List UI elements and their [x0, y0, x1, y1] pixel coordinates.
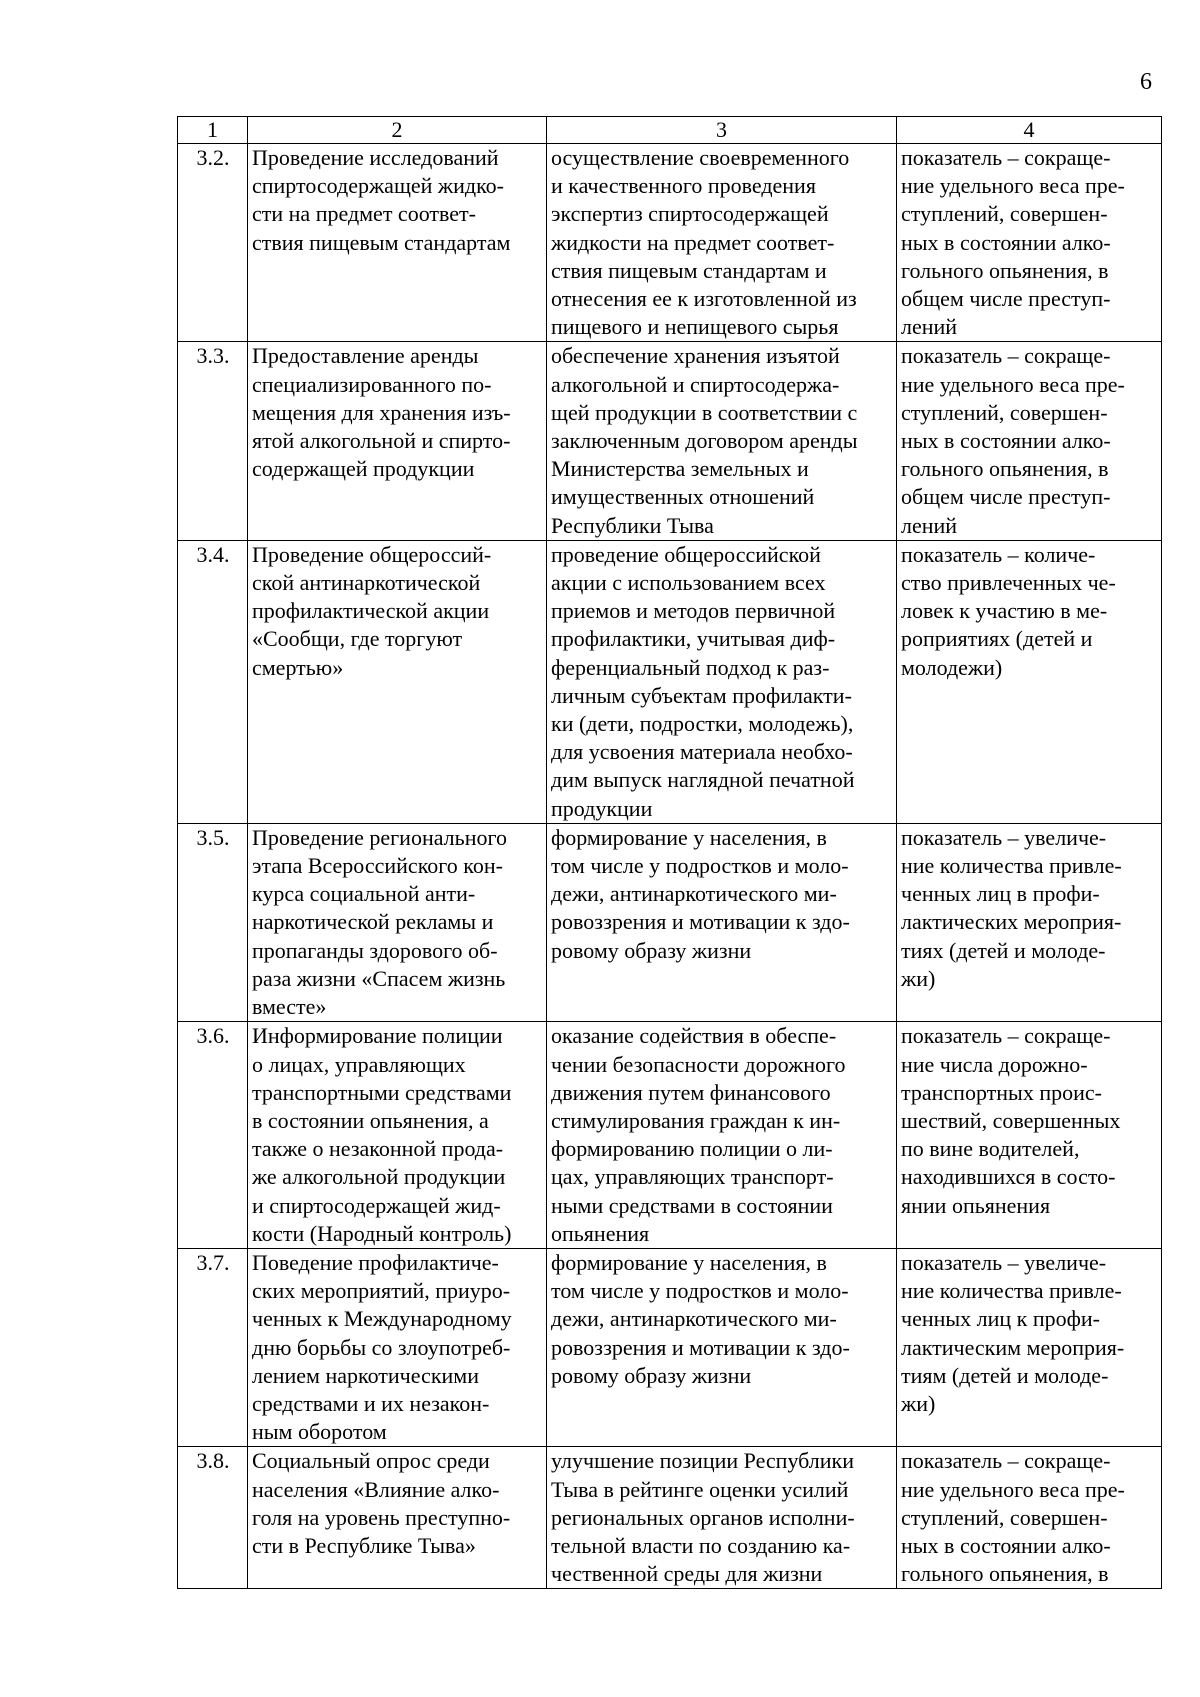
purpose-cell-line: чественной среды для жизни — [551, 1561, 823, 1587]
purpose-cell-line: жидкости на предмет соответ- — [551, 229, 835, 255]
purpose-cell-line: пищевого и непищевого сырья — [551, 314, 839, 340]
activity-cell — [248, 144, 547, 342]
indicator-cell-line: лений — [901, 512, 958, 538]
purpose-cell-line: обеспечение хранения изъятой — [551, 343, 840, 369]
row-number: 3.2. — [178, 144, 248, 342]
page-number: 6 — [1140, 69, 1152, 95]
table-row — [178, 540, 1162, 823]
indicator-cell-line: гольного опьянения, в — [901, 456, 1109, 482]
purpose-cell-line: Республики Тыва — [551, 512, 714, 538]
activity-cell — [248, 1022, 547, 1249]
purpose-cell-line: региональных органов исполни- — [551, 1504, 855, 1530]
activity-cell-line: ным оборотом — [252, 1419, 387, 1445]
indicator-cell-line: показатель – сокраще- — [901, 1023, 1111, 1049]
purpose-cell-line: формирование у населения, в — [551, 824, 827, 850]
indicator-cell-line: показатель – увеличе- — [901, 824, 1107, 850]
activity-cell-line: и спиртосодержащей жид- — [252, 1192, 501, 1218]
indicator-cell-line: ние количества привле- — [901, 1278, 1122, 1304]
row-number: 3.7. — [178, 1248, 248, 1446]
activity-cell-line: о лицах, управляющих — [252, 1051, 466, 1077]
row-number: 3.4. — [178, 540, 248, 823]
purpose-cell-line: алкогольной и спиртосодержа- — [551, 371, 840, 397]
indicator-cell-line: лений — [901, 314, 958, 340]
activity-cell-line: «Сообщи, где торгуют — [252, 626, 463, 652]
purpose-cell-line: ровому образу жизни — [551, 1362, 752, 1388]
table-body — [178, 144, 1162, 1589]
indicator-cell — [897, 1447, 1162, 1589]
indicator-cell-line: показатель – сокраще- — [901, 145, 1111, 170]
purpose-cell-line: улучшение позиции Республики — [551, 1448, 855, 1474]
activity-cell — [248, 1248, 547, 1446]
indicator-cell-line: показатель – сокраще- — [901, 343, 1111, 369]
purpose-cell-line: цах, управляющих транспорт- — [551, 1164, 834, 1190]
purpose-cell — [547, 823, 897, 1021]
activity-cell-line: раза жизни «Спасем жизнь — [252, 965, 506, 991]
purpose-cell-line: том числе у подростков и моло- — [551, 1278, 849, 1304]
activity-cell-line: ствия пищевым стандартам — [252, 229, 511, 255]
indicator-cell-line: лактических мероприя- — [901, 909, 1122, 935]
purpose-cell-line: и качественного проведения — [551, 173, 816, 199]
row-number: 3.3. — [178, 342, 248, 540]
activity-cell-line: в состоянии опьянения, а — [252, 1107, 489, 1133]
purpose-cell-line: отнесения ее к изготовленной из — [551, 286, 857, 312]
purpose-cell-line: тельной власти по созданию ка- — [551, 1532, 851, 1558]
indicator-cell-line: показатель – увеличе- — [901, 1249, 1107, 1275]
purpose-cell-line: ференциальный подход к раз- — [551, 654, 830, 680]
header-cell-3: 3 — [547, 117, 897, 144]
purpose-cell-line: оказание содействия в обеспе- — [551, 1023, 837, 1049]
table-row — [178, 342, 1162, 540]
purpose-cell-line: формирование у населения, в — [551, 1249, 827, 1275]
purpose-cell-line: продукции — [551, 795, 653, 821]
indicator-cell-line: ство привлеченных че- — [901, 570, 1116, 596]
indicator-cell-line: жи) — [901, 965, 936, 991]
purpose-cell-line: формированию полиции о ли- — [551, 1136, 833, 1162]
purpose-cell-line: дежи, антинаркотического ми- — [551, 1306, 837, 1332]
purpose-cell-line: заключенным договором аренды — [551, 428, 858, 454]
indicator-cell-line: ние удельного веса пре- — [901, 1476, 1125, 1502]
header-cell-1: 1 — [178, 117, 248, 144]
activity-cell-line: Проведение общероссий- — [252, 541, 492, 567]
activity-cell-line: голя на уровень преступно- — [252, 1504, 511, 1530]
indicator-cell-line: шествий, совершенных — [901, 1107, 1121, 1133]
indicator-cell-line: находившихся в состо- — [901, 1164, 1116, 1190]
purpose-cell-line: экспертиз спиртосодержащей — [551, 201, 829, 227]
indicator-cell-line: ние количества привле- — [901, 853, 1122, 879]
purpose-cell-line: имущественных отношений — [551, 484, 815, 510]
purpose-cell — [547, 540, 897, 823]
purpose-cell-line: личным субъектам профилакти- — [551, 682, 852, 708]
table-row — [178, 1022, 1162, 1249]
purpose-cell-line: движения путем финансового — [551, 1079, 831, 1105]
purpose-cell-line: щей продукции в соответствии с — [551, 399, 858, 425]
purpose-cell-line: ствия пищевым стандартам и — [551, 257, 827, 283]
activity-cell-line: средствами и их незакон- — [252, 1390, 490, 1416]
activity-cell-line: ченных к Международному — [252, 1306, 512, 1332]
purpose-cell-line: чении безопасности дорожного — [551, 1051, 846, 1077]
purpose-cell-line: стимулирования граждан к ин- — [551, 1107, 841, 1133]
table-row — [178, 144, 1162, 342]
activity-cell-line: сти в Республике Тыва» — [252, 1532, 476, 1558]
activity-cell-line: ских мероприятий, приуро- — [252, 1278, 511, 1304]
indicator-cell — [897, 342, 1162, 540]
indicator-cell-line: роприятиях (детей и — [901, 626, 1093, 652]
table-row — [178, 823, 1162, 1021]
purpose-cell-line: дежи, антинаркотического ми- — [551, 881, 837, 907]
activity-cell-line: сти на предмет соответ- — [252, 201, 476, 227]
indicator-cell-line: ние удельного веса пре- — [901, 371, 1125, 397]
purpose-cell-line: ровоззрения и мотивации к здо- — [551, 909, 850, 935]
purpose-cell-line: дим выпуск наглядной печатной — [551, 767, 855, 793]
indicator-cell-line: ступлений, совершен- — [901, 201, 1108, 227]
purpose-cell-line: том числе у подростков и моло- — [551, 853, 849, 879]
activity-cell — [248, 540, 547, 823]
indicator-cell-line: ние числа дорожно- — [901, 1051, 1088, 1077]
activity-cell-line: также о незаконной прода- — [252, 1136, 504, 1162]
purpose-cell-line: опьянения — [551, 1220, 650, 1246]
table-row — [178, 1447, 1162, 1589]
purpose-cell-line: Министерства земельных и — [551, 456, 809, 482]
purpose-cell — [547, 1248, 897, 1446]
activity-cell-line: содержащей продукции — [252, 456, 475, 482]
purpose-cell — [547, 1447, 897, 1589]
purpose-cell — [547, 342, 897, 540]
activity-cell-line: Информирование полиции — [252, 1023, 503, 1049]
indicator-cell-line: ченных лиц в профи- — [901, 881, 1100, 907]
activity-cell — [248, 342, 547, 540]
purpose-cell-line: осуществление своевременного — [551, 145, 850, 170]
indicator-cell — [897, 144, 1162, 342]
activity-cell-line: мещения для хранения изъ- — [252, 399, 511, 425]
activity-cell — [248, 823, 547, 1021]
indicator-cell-line: ных в состоянии алко- — [901, 1532, 1111, 1558]
indicator-cell-line: общем числе преступ- — [901, 484, 1111, 510]
purpose-cell-line: акции с использованием всех — [551, 570, 826, 596]
activity-cell-line: Предоставление аренды — [252, 343, 479, 369]
indicator-cell-line: ловек к участию в ме- — [901, 598, 1108, 624]
indicator-cell-line: ступлений, совершен- — [901, 1504, 1108, 1530]
indicator-cell-line: ных в состоянии алко- — [901, 428, 1111, 454]
indicator-cell — [897, 540, 1162, 823]
indicator-cell-line: транспортных проис- — [901, 1079, 1102, 1105]
indicator-cell-line: ступлений, совершен- — [901, 399, 1108, 425]
activity-cell-line: Проведение исследований — [252, 145, 499, 170]
activity-cell-line: смертью» — [252, 654, 344, 680]
activity-cell-line: ской антинаркотической — [252, 570, 481, 596]
row-number: 3.5. — [178, 823, 248, 1021]
indicator-cell-line: ных в состоянии алко- — [901, 229, 1111, 255]
indicator-cell-line: тиям (детей и молоде- — [901, 1362, 1109, 1388]
activity-cell-line: пропаганды здорового об- — [252, 937, 498, 963]
purpose-cell-line: ки (дети, подростки, молодежь), — [551, 711, 854, 737]
indicator-cell-line: гольного опьянения, в — [901, 257, 1109, 283]
purpose-cell-line: ровому образу жизни — [551, 937, 752, 963]
header-cell-2: 2 — [248, 117, 547, 144]
indicator-cell-line: показатель – количе- — [901, 541, 1096, 567]
indicator-cell-line: ние удельного веса пре- — [901, 173, 1125, 199]
activity-cell-line: Поведение профилактиче- — [252, 1249, 499, 1275]
activity-cell-line: специализированного по- — [252, 371, 492, 397]
indicator-cell-line: молодежи) — [901, 654, 1003, 680]
purpose-cell-line: приемов и методов первичной — [551, 598, 836, 624]
activity-cell-line: этапа Всероссийского кон- — [252, 853, 503, 879]
indicator-cell-line: общем числе преступ- — [901, 286, 1111, 312]
activity-cell-line: вместе» — [252, 994, 327, 1020]
measures-table — [177, 116, 1162, 1589]
indicator-cell — [897, 1248, 1162, 1446]
activity-cell-line: курса социальной анти- — [252, 881, 476, 907]
purpose-cell-line: Тыва в рейтинге оценки усилий — [551, 1476, 849, 1502]
activity-cell-line: дню борьбы со злоупотреб- — [252, 1334, 511, 1360]
indicator-cell — [897, 823, 1162, 1021]
activity-cell-line: же алкогольной продукции — [252, 1164, 506, 1190]
header-cell-4: 4 — [897, 117, 1162, 144]
indicator-cell-line: лактическим мероприя- — [901, 1334, 1125, 1360]
activity-cell-line: спиртосодержащей жидко- — [252, 173, 504, 199]
indicator-cell-line: показатель – сокраще- — [901, 1448, 1111, 1474]
activity-cell — [248, 1447, 547, 1589]
indicator-cell-line: по вине водителей, — [901, 1136, 1080, 1162]
row-number: 3.8. — [178, 1447, 248, 1589]
activity-cell-line: Проведение регионального — [252, 824, 507, 850]
activity-cell-line: наркотической рекламы и — [252, 909, 494, 935]
indicator-cell-line: гольного опьянения, в — [901, 1561, 1109, 1587]
purpose-cell-line: профилактики, учитывая диф- — [551, 626, 836, 652]
indicator-cell-line: тиях (детей и молоде- — [901, 937, 1106, 963]
header-row — [178, 117, 1162, 144]
indicator-cell-line: жи) — [901, 1390, 936, 1416]
indicator-cell-line: янии опьянения — [901, 1192, 1051, 1218]
activity-cell-line: кости (Народный контроль) — [252, 1220, 512, 1246]
indicator-cell — [897, 1022, 1162, 1249]
purpose-cell-line: для усвоения материала необхо- — [551, 739, 853, 765]
purpose-cell-line: проведение общероссийской — [551, 541, 821, 567]
table-row — [178, 1248, 1162, 1446]
activity-cell-line: населения «Влияние алко- — [252, 1476, 500, 1502]
purpose-cell-line: ровоззрения и мотивации к здо- — [551, 1334, 850, 1360]
row-number: 3.6. — [178, 1022, 248, 1249]
activity-cell-line: транспортными средствами — [252, 1079, 512, 1105]
activity-cell-line: ятой алкогольной и спирто- — [252, 428, 511, 454]
activity-cell-line: лением наркотическими — [252, 1362, 479, 1388]
activity-cell-line: Социальный опрос среди — [252, 1448, 490, 1474]
indicator-cell-line: ченных лиц к профи- — [901, 1306, 1100, 1332]
purpose-cell — [547, 144, 897, 342]
activity-cell-line: профилактической акции — [252, 598, 490, 624]
purpose-cell-line: ными средствами в состоянии — [551, 1192, 833, 1218]
purpose-cell — [547, 1022, 897, 1249]
